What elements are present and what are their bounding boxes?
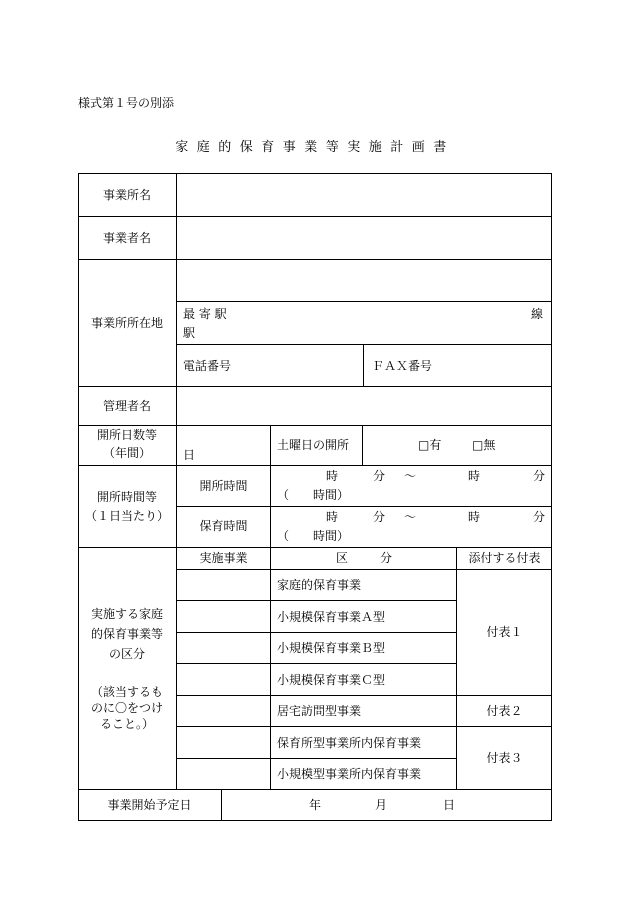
- category-label-2: 的保育事業等: [90, 627, 163, 641]
- category-label-3: の区分: [108, 647, 145, 661]
- location-label: 事業所所在地: [90, 316, 163, 330]
- implement-cell-5[interactable]: [177, 696, 270, 726]
- attachment-1: 付表１: [486, 625, 523, 639]
- implement-cell-1[interactable]: [177, 570, 270, 600]
- service-item: 居宅訪問型事業: [277, 704, 362, 718]
- service-item: 小規模保育事業Ｃ型: [277, 673, 386, 687]
- manager-field[interactable]: [177, 387, 551, 425]
- category-note-3: ること。）: [99, 717, 154, 731]
- saturday-yes-checkbox[interactable]: □有: [418, 438, 442, 452]
- facility-name-label: 事業所名: [102, 188, 151, 202]
- attachment-3: 付表３: [486, 751, 523, 765]
- category-note-2: のに〇をつけ: [90, 701, 163, 715]
- phone-label: 電話番号: [183, 359, 232, 373]
- implement-cell-6[interactable]: [177, 727, 270, 758]
- service-item: 家庭的保育事業: [277, 578, 362, 592]
- hours-label: 開所時間等: [96, 490, 157, 504]
- service-item: 小規模型事業所内保育事業: [277, 767, 422, 781]
- col-attach-header: 添付する付表: [468, 551, 541, 565]
- year-unit: 年: [309, 798, 322, 812]
- open-days-annual-label: （年間）: [102, 446, 151, 460]
- hours-per-day-label: （１日当たり）: [84, 509, 169, 523]
- care-hours-label: 保育時間: [199, 519, 248, 533]
- operator-name-field[interactable]: [177, 217, 551, 259]
- care-end-hour-unit: 時: [468, 510, 481, 524]
- care-tilde: ～: [404, 510, 417, 524]
- implement-cell-3[interactable]: [177, 633, 270, 663]
- open-hours-total: （ 時間）: [277, 488, 350, 502]
- manager-label: 管理者名: [102, 399, 151, 413]
- close-hour-unit: 時: [468, 469, 481, 483]
- open-tilde: ～: [404, 469, 417, 483]
- care-end-minute-unit: 分: [533, 510, 546, 524]
- implement-cell-7[interactable]: [177, 759, 270, 789]
- saturday-no-checkbox[interactable]: □無: [472, 438, 496, 452]
- care-start-hour-unit: 時: [326, 510, 339, 524]
- care-start-minute-unit: 分: [373, 510, 386, 524]
- col-section-header-a: 区: [336, 551, 349, 565]
- open-minute-unit: 分: [373, 469, 386, 483]
- attachment-2: 付表２: [486, 704, 523, 718]
- service-item: 小規模保育事業Ｂ型: [277, 641, 386, 655]
- close-minute-unit: 分: [533, 469, 546, 483]
- saturday-open-label: 土曜日の開所: [277, 438, 350, 452]
- category-label-1: 実施する家庭: [90, 607, 163, 621]
- open-hours-label: 開所時間: [199, 479, 248, 493]
- station-label: 駅: [183, 326, 196, 340]
- col-section-header-b: 分: [380, 551, 393, 565]
- service-item: 小規模保育事業Ａ型: [277, 610, 386, 624]
- month-unit: 月: [375, 798, 388, 812]
- care-hours-total: （ 時間）: [277, 529, 350, 543]
- open-hour-unit: 時: [326, 469, 339, 483]
- facility-name-field[interactable]: [177, 174, 551, 216]
- nearest-station-label: 最 寄 駅: [183, 307, 227, 321]
- form-number: 様式第１号の別添: [78, 96, 175, 110]
- line-label: 線: [531, 307, 544, 321]
- implement-cell-2[interactable]: [177, 601, 270, 632]
- address-field[interactable]: [177, 260, 551, 301]
- service-item: 保育所型事業所内保育事業: [277, 736, 422, 750]
- category-note-1: （該当するも: [90, 685, 163, 699]
- day-unit-label: 日: [183, 448, 196, 462]
- document-title: 家庭的保育事業等実施計画書: [175, 140, 455, 155]
- operator-name-label: 事業者名: [102, 231, 151, 245]
- start-date-label: 事業開始予定日: [107, 798, 192, 812]
- open-days-label: 開所日数等: [96, 428, 157, 442]
- implement-cell-4[interactable]: [177, 664, 270, 695]
- fax-label: ＦＡＸ番号: [372, 359, 433, 373]
- col-implement-header: 実施事業: [199, 551, 248, 565]
- day-unit: 日: [443, 798, 456, 812]
